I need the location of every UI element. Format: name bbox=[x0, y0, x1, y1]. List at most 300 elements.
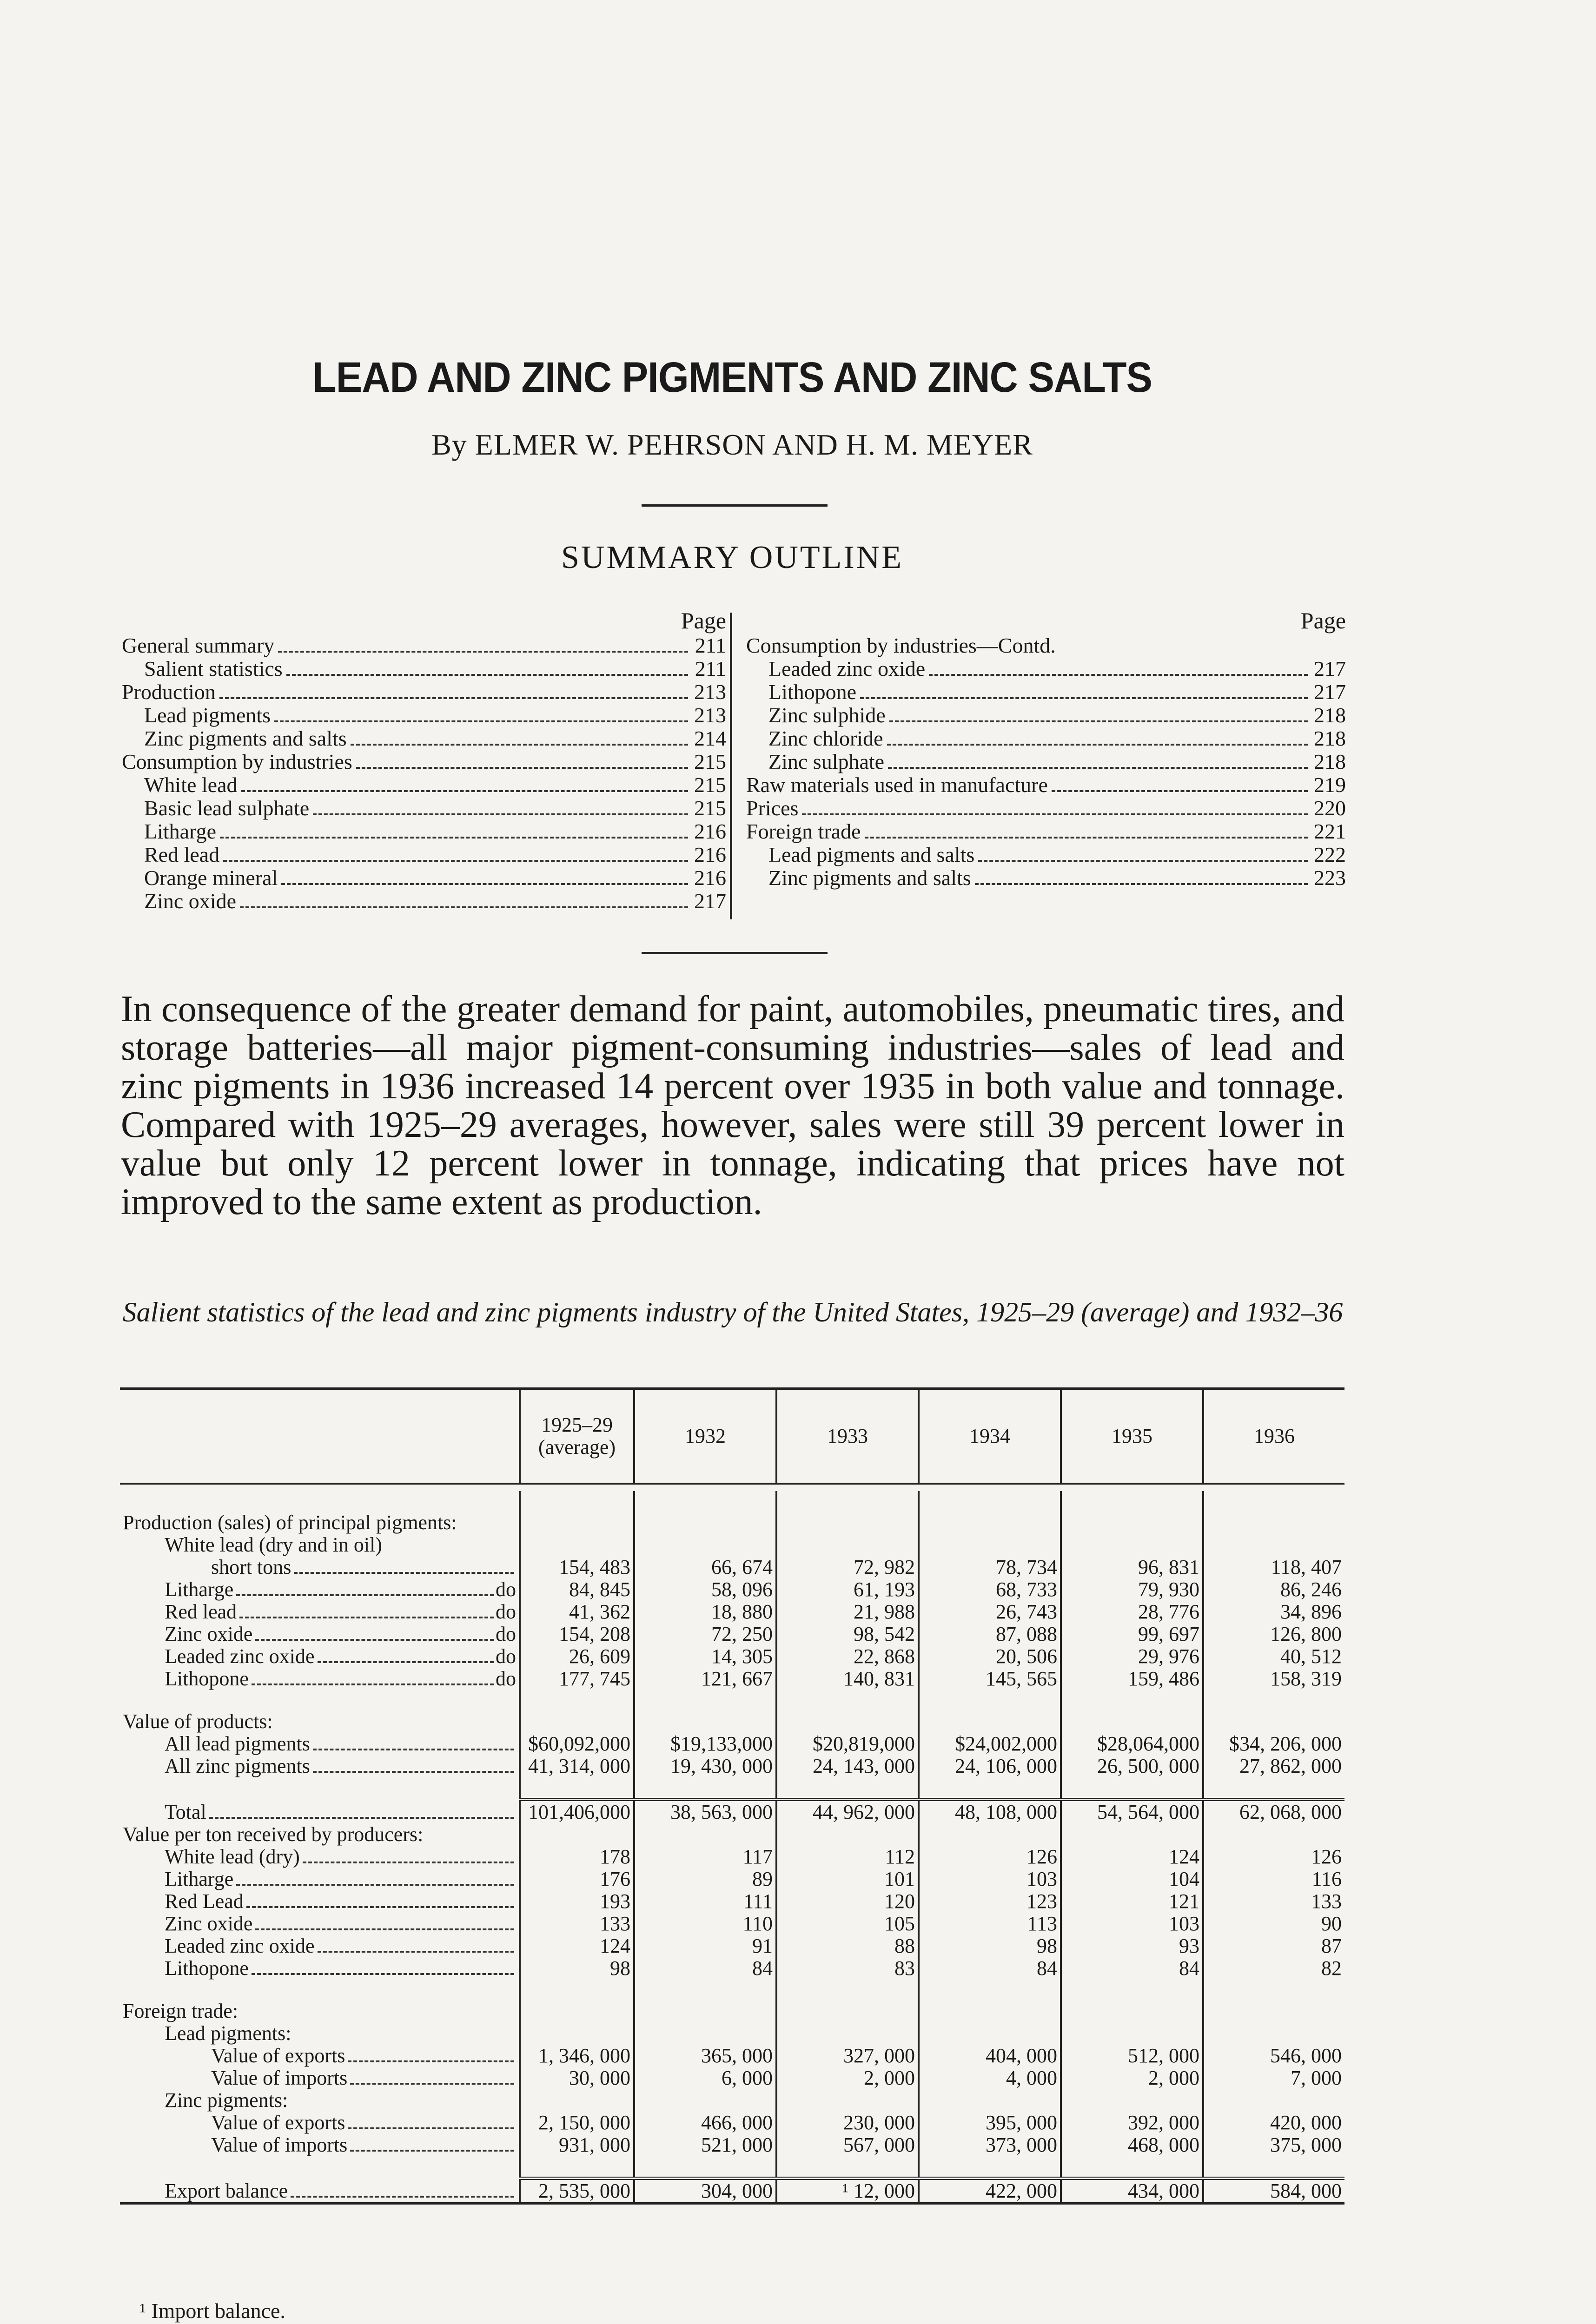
table-row bbox=[120, 1601, 1344, 1623]
body-paragraph: In consequence of the greater demand for paint, automobiles, pneumatic tires, and storage batteries—all major pigment-consuming industries—sales of lead and zinc pigments in 1936 increased 14 percent over 1935 in both value and tonnage. Compared with 1925–29 averages, however, sales were still 39 percent lower in value but only 12 percent lower in tonnage, indicating that prices have not improved to the same extent as production. bbox=[121, 989, 1344, 1222]
table-cell: 154, 483 bbox=[520, 1556, 634, 1578]
toc-item bbox=[122, 866, 726, 890]
leader-dots bbox=[236, 1884, 514, 1886]
divider-rule bbox=[642, 952, 828, 954]
table-row bbox=[120, 1578, 1344, 1601]
table-cell: 101,406,000 bbox=[520, 1800, 634, 1824]
row-label: Red lead bbox=[165, 1600, 237, 1623]
table-cell: 110 bbox=[634, 1913, 776, 1935]
table-row bbox=[120, 2045, 1344, 2067]
table-cell: 89 bbox=[634, 1868, 776, 1890]
table-cell: 111 bbox=[634, 1890, 776, 1913]
toc-leader-dots bbox=[281, 883, 688, 885]
toc-item-label: Basic lead sulphate bbox=[144, 796, 310, 820]
toc-item-label: Consumption by industries bbox=[122, 750, 352, 773]
row-label: Litharge bbox=[165, 1578, 234, 1601]
table-cell: 99, 697 bbox=[1061, 1623, 1203, 1645]
byline: By ELMER W. PEHRSON AND H. M. MEYER bbox=[431, 428, 1033, 461]
toc-item-label: White lead bbox=[144, 773, 238, 797]
column-header: 1925–29 (average) bbox=[520, 1389, 634, 1484]
table-header-row bbox=[120, 1389, 1344, 1484]
row-unit: do bbox=[496, 1578, 516, 1601]
table-cell: 121, 667 bbox=[634, 1668, 776, 1690]
toc-item-label: Lead pigments bbox=[144, 703, 271, 727]
table-cell: 2, 535, 000 bbox=[520, 2179, 634, 2204]
toc-item-page: 222 bbox=[1314, 843, 1346, 866]
toc-item bbox=[746, 773, 1346, 797]
leader-dots bbox=[313, 1749, 514, 1750]
table-cell: 158, 319 bbox=[1203, 1668, 1344, 1690]
toc-leader-dots bbox=[356, 767, 688, 769]
toc-leader-dots bbox=[351, 744, 688, 746]
summary-outline-heading: SUMMARY OUTLINE bbox=[561, 540, 904, 575]
table-cell: $19,133,000 bbox=[634, 1733, 776, 1755]
table-cell: 117 bbox=[634, 1846, 776, 1868]
table-cell: 83 bbox=[776, 1957, 919, 1980]
row-label: Value of imports bbox=[211, 2067, 348, 2089]
toc-item-label: Red lead bbox=[144, 843, 220, 866]
table-row bbox=[120, 1913, 1344, 1935]
table-cell: 34, 896 bbox=[1203, 1601, 1344, 1623]
toc-item bbox=[746, 797, 1346, 820]
column-header: 1936 bbox=[1203, 1389, 1344, 1484]
table-cell: 14, 305 bbox=[634, 1645, 776, 1668]
table-cell: 19, 430, 000 bbox=[634, 1755, 776, 1777]
leader-dots bbox=[348, 2127, 514, 2129]
leader-dots bbox=[318, 1951, 514, 1953]
toc-item-page: 217 bbox=[1314, 680, 1346, 704]
toc-item bbox=[746, 750, 1346, 773]
leader-dots bbox=[303, 1862, 514, 1863]
table-cell: 140, 831 bbox=[776, 1668, 919, 1690]
leader-dots bbox=[350, 2083, 514, 2085]
row-label: Leaded zinc oxide bbox=[165, 1934, 315, 1957]
toc-item-page: 217 bbox=[1314, 657, 1346, 680]
toc-item-page: 218 bbox=[1314, 726, 1346, 750]
toc-item bbox=[746, 843, 1346, 866]
table-cell: 87, 088 bbox=[919, 1623, 1061, 1645]
table-cell: 40, 512 bbox=[1203, 1645, 1344, 1668]
table-cell: 105 bbox=[776, 1913, 919, 1935]
leader-dots bbox=[348, 2060, 514, 2062]
leader-dots bbox=[255, 1928, 514, 1930]
table-cell: 434, 000 bbox=[1061, 2179, 1203, 2204]
table-cell: 123 bbox=[919, 1890, 1061, 1913]
table-cell: 24, 143, 000 bbox=[776, 1755, 919, 1777]
row-label: Red Lead bbox=[165, 1890, 244, 1913]
table-cell: 145, 565 bbox=[919, 1668, 1061, 1690]
table-rule bbox=[120, 1484, 1344, 1491]
table-cell: 98 bbox=[919, 1935, 1061, 1957]
toc-leader-dots bbox=[888, 767, 1308, 769]
table-cell: 7, 000 bbox=[1203, 2067, 1344, 2089]
toc-item bbox=[122, 750, 726, 773]
table-cell: 54, 564, 000 bbox=[1061, 1800, 1203, 1824]
toc-leader-dots bbox=[286, 674, 688, 676]
table-row bbox=[120, 1733, 1344, 1755]
table-cell: 90 bbox=[1203, 1913, 1344, 1935]
table-section-heading bbox=[120, 1823, 1344, 1846]
toc-item-label: Production bbox=[122, 680, 216, 704]
table-cell: 44, 962, 000 bbox=[776, 1800, 919, 1824]
table-row bbox=[120, 1890, 1344, 1913]
table-cell: 584, 000 bbox=[1203, 2179, 1344, 2204]
table-cell: 38, 563, 000 bbox=[634, 1800, 776, 1824]
toc-item-page: 216 bbox=[694, 866, 726, 890]
table-cell: 104 bbox=[1061, 1868, 1203, 1890]
leader-dots bbox=[350, 2150, 514, 2152]
toc-leader-dots bbox=[1052, 790, 1308, 792]
table-cell: 375, 000 bbox=[1203, 2134, 1344, 2156]
table-cell: 88 bbox=[776, 1935, 919, 1957]
table-section-heading bbox=[120, 1534, 1344, 1556]
table-cell: 93 bbox=[1061, 1935, 1203, 1957]
table-cell: 365, 000 bbox=[634, 2045, 776, 2067]
table-cell: 103 bbox=[1061, 1913, 1203, 1935]
table-cell: 124 bbox=[1061, 1846, 1203, 1868]
table-cell: 84, 845 bbox=[520, 1578, 634, 1601]
table-cell: 79, 930 bbox=[1061, 1578, 1203, 1601]
table-cell: 72, 250 bbox=[634, 1623, 776, 1645]
toc-item bbox=[122, 704, 726, 727]
table-cell: $60,092,000 bbox=[520, 1733, 634, 1755]
toc-item-label: Foreign trade bbox=[746, 819, 861, 843]
table-cell: 512, 000 bbox=[1061, 2045, 1203, 2067]
table-cell: 66, 674 bbox=[634, 1556, 776, 1578]
table-row bbox=[120, 2112, 1344, 2134]
toc-item bbox=[746, 704, 1346, 727]
table-caption: Salient statistics of the lead and zinc pigments industry of the United States, 1925–29 (average) and 1932–36 bbox=[122, 1297, 1343, 1327]
table-row bbox=[120, 1623, 1344, 1645]
table-cell: 159, 486 bbox=[1061, 1668, 1203, 1690]
toc-item-label: Orange mineral bbox=[144, 866, 278, 890]
table-cell: 86, 246 bbox=[1203, 1578, 1344, 1601]
toc-leader-dots bbox=[274, 720, 688, 722]
row-label: Leaded zinc oxide bbox=[165, 1645, 315, 1668]
table-cell: 26, 500, 000 bbox=[1061, 1755, 1203, 1777]
table-row bbox=[120, 1800, 1344, 1824]
table-cell: 91 bbox=[634, 1935, 776, 1957]
toc-leader-dots bbox=[978, 860, 1308, 862]
toc-item bbox=[122, 634, 726, 657]
row-label: Value of exports bbox=[211, 2111, 345, 2134]
table-row bbox=[120, 1935, 1344, 1957]
toc-leader-dots bbox=[223, 860, 688, 862]
table-cell: 178 bbox=[520, 1846, 634, 1868]
salient-statistics-table bbox=[120, 1387, 1344, 2205]
table-row bbox=[120, 2179, 1344, 2204]
toc-item bbox=[746, 634, 1346, 657]
toc-item-label: Salient statistics bbox=[144, 657, 283, 680]
table-row bbox=[120, 1846, 1344, 1868]
table-cell: 126 bbox=[919, 1846, 1061, 1868]
toc-leader-dots bbox=[889, 720, 1308, 722]
toc-item-page: 213 bbox=[694, 680, 726, 704]
table-cell: 72, 982 bbox=[776, 1556, 919, 1578]
row-label: White lead (dry and in oil) bbox=[165, 1533, 382, 1556]
table-row bbox=[120, 1868, 1344, 1890]
toc-item-page: 223 bbox=[1314, 866, 1346, 890]
row-label: Foreign trade: bbox=[123, 2000, 238, 2022]
table-cell: 98 bbox=[520, 1957, 634, 1980]
table-cell: 466, 000 bbox=[634, 2112, 776, 2134]
row-unit: do bbox=[496, 1667, 516, 1690]
table-cell: 193 bbox=[520, 1890, 634, 1913]
row-label: Value of exports bbox=[211, 2044, 345, 2067]
table-cell: 395, 000 bbox=[919, 2112, 1061, 2134]
toc-item-page: 215 bbox=[694, 750, 726, 773]
table-row bbox=[120, 1645, 1344, 1668]
table-cell: 521, 000 bbox=[634, 2134, 776, 2156]
table-cell: 126, 800 bbox=[1203, 1623, 1344, 1645]
table-cell: 26, 743 bbox=[919, 1601, 1061, 1623]
toc-leader-dots bbox=[313, 813, 688, 815]
toc-item bbox=[122, 727, 726, 750]
table-cell: 121 bbox=[1061, 1890, 1203, 1913]
table-cell: 2, 000 bbox=[776, 2067, 919, 2089]
column-header: 1935 bbox=[1061, 1389, 1203, 1484]
table-row bbox=[120, 1668, 1344, 1690]
toc-item-label: Prices bbox=[746, 796, 799, 820]
table-cell: 327, 000 bbox=[776, 2045, 919, 2067]
row-label: White lead (dry) bbox=[165, 1845, 300, 1868]
row-label: Total bbox=[165, 1801, 206, 1823]
row-label: Lithopone bbox=[165, 1957, 249, 1980]
table-cell: 4, 000 bbox=[919, 2067, 1061, 2089]
column-header: 1932 bbox=[634, 1389, 776, 1484]
row-label: Value of products: bbox=[123, 1710, 273, 1733]
toc-item-label: Lead pigments and salts bbox=[768, 843, 975, 866]
toc-item-label: Lithopone bbox=[768, 680, 857, 704]
toc-item-page: 214 bbox=[694, 726, 726, 750]
table-stub-header bbox=[120, 1389, 520, 1484]
table-cell: $28,064,000 bbox=[1061, 1733, 1203, 1755]
toc-item-page: 213 bbox=[694, 703, 726, 727]
toc-item-label: Leaded zinc oxide bbox=[768, 657, 926, 680]
toc-item-label: Litharge bbox=[144, 819, 216, 843]
toc-item-page: 221 bbox=[1314, 819, 1346, 843]
leader-dots bbox=[239, 1617, 494, 1618]
toc-item-page: 217 bbox=[694, 889, 726, 913]
toc-leader-dots bbox=[929, 674, 1308, 676]
toc-item-page: 220 bbox=[1314, 796, 1346, 820]
leader-dots bbox=[313, 1771, 514, 1773]
table-cell: 68, 733 bbox=[919, 1578, 1061, 1601]
table-cell: 468, 000 bbox=[1061, 2134, 1203, 2156]
table-cell: 41, 314, 000 bbox=[520, 1755, 634, 1777]
toc-item-label: Consumption by industries—Contd. bbox=[746, 634, 1056, 657]
toc-leader-dots bbox=[219, 697, 688, 699]
table-cell: 1, 346, 000 bbox=[520, 2045, 634, 2067]
toc-leader-dots bbox=[241, 790, 688, 792]
table-cell: 230, 000 bbox=[776, 2112, 919, 2134]
table-cell: 392, 000 bbox=[1061, 2112, 1203, 2134]
leader-dots bbox=[318, 1661, 494, 1663]
toc-item bbox=[122, 843, 726, 866]
table-cell: 96, 831 bbox=[1061, 1556, 1203, 1578]
toc-item-label: General summary bbox=[122, 634, 275, 657]
toc-item-page: 215 bbox=[694, 773, 726, 797]
table-section-heading bbox=[120, 2022, 1344, 2045]
table-cell: 133 bbox=[1203, 1890, 1344, 1913]
table-cell: 62, 068, 000 bbox=[1203, 1800, 1344, 1824]
toc-item-label: Zinc sulphate bbox=[768, 750, 885, 773]
divider-rule bbox=[642, 504, 828, 507]
table-cell: 113 bbox=[919, 1913, 1061, 1935]
toc-item-label: Zinc sulphide bbox=[768, 703, 886, 727]
table-cell: 567, 000 bbox=[776, 2134, 919, 2156]
toc-item-page: 216 bbox=[694, 819, 726, 843]
table-section-heading bbox=[120, 1512, 1344, 1534]
row-unit: do bbox=[496, 1600, 516, 1623]
table-row bbox=[120, 1556, 1344, 1578]
table-cell: 26, 609 bbox=[520, 1645, 634, 1668]
table-cell: 28, 776 bbox=[1061, 1601, 1203, 1623]
table-cell: 98, 542 bbox=[776, 1623, 919, 1645]
leader-dots bbox=[252, 1973, 514, 1975]
toc-item bbox=[122, 680, 726, 704]
table-cell: 931, 000 bbox=[520, 2134, 634, 2156]
table-section-heading bbox=[120, 1710, 1344, 1733]
table-cell: 103 bbox=[919, 1868, 1061, 1890]
table-cell: 18, 880 bbox=[634, 1601, 776, 1623]
toc-leader-dots bbox=[220, 837, 688, 838]
row-label: Litharge bbox=[165, 1868, 234, 1890]
table-cell: 82 bbox=[1203, 1957, 1344, 1980]
column-header: 1934 bbox=[919, 1389, 1061, 1484]
table-cell: 177, 745 bbox=[520, 1668, 634, 1690]
table-cell: 420, 000 bbox=[1203, 2112, 1344, 2134]
toc-item bbox=[746, 657, 1346, 680]
row-unit: do bbox=[496, 1623, 516, 1645]
toc-item bbox=[122, 773, 726, 797]
toc-item bbox=[746, 680, 1346, 704]
row-label: Zinc oxide bbox=[165, 1623, 253, 1645]
row-label: short tons bbox=[211, 1556, 291, 1578]
table-cell: $24,002,000 bbox=[919, 1733, 1061, 1755]
leader-dots bbox=[291, 2196, 514, 2198]
table-cell: 373, 000 bbox=[919, 2134, 1061, 2156]
row-label: Production (sales) of principal pigments: bbox=[123, 1511, 457, 1534]
table-cell: 101 bbox=[776, 1868, 919, 1890]
toc-item bbox=[746, 727, 1346, 750]
leader-dots bbox=[255, 1639, 494, 1641]
article-title: LEAD AND ZINC PIGMENTS AND ZINC SALTS bbox=[312, 354, 1152, 401]
table-cell: 30, 000 bbox=[520, 2067, 634, 2089]
table-row bbox=[120, 1957, 1344, 1980]
toc-leader-dots bbox=[887, 744, 1308, 746]
toc-page-header: Page bbox=[1300, 607, 1346, 634]
toc-leader-dots bbox=[865, 837, 1308, 838]
table-section-heading bbox=[120, 2089, 1344, 2112]
toc-leader-dots bbox=[860, 697, 1308, 699]
toc-leader-dots bbox=[802, 813, 1308, 815]
toc-item-page: 218 bbox=[1314, 750, 1346, 773]
table-cell: 422, 000 bbox=[919, 2179, 1061, 2204]
toc-item-page: 218 bbox=[1314, 703, 1346, 727]
table-cell: 84 bbox=[1061, 1957, 1203, 1980]
leader-dots bbox=[246, 1906, 514, 1908]
toc-item-page: 216 bbox=[694, 843, 726, 866]
table-cell: $34, 206, 000 bbox=[1203, 1733, 1344, 1755]
row-label: Zinc oxide bbox=[165, 1912, 253, 1935]
toc-item bbox=[122, 657, 726, 680]
toc-item-label: Zinc chloride bbox=[768, 726, 883, 750]
table-cell: 20, 506 bbox=[919, 1645, 1061, 1668]
table-cell: $20,819,000 bbox=[776, 1733, 919, 1755]
toc-leader-dots bbox=[278, 651, 688, 653]
toc-column-divider bbox=[730, 613, 732, 919]
table-cell: 546, 000 bbox=[1203, 2045, 1344, 2067]
toc-item-page: 215 bbox=[694, 796, 726, 820]
toc-item bbox=[746, 820, 1346, 843]
table-cell: 120 bbox=[776, 1890, 919, 1913]
toc-item bbox=[122, 797, 726, 820]
toc-left-column bbox=[122, 609, 726, 913]
table-cell: 84 bbox=[634, 1957, 776, 1980]
toc-item bbox=[122, 820, 726, 843]
table-cell: 6, 000 bbox=[634, 2067, 776, 2089]
table-cell: 112 bbox=[776, 1846, 919, 1868]
toc-page-header: Page bbox=[681, 607, 726, 634]
row-label: Value of imports bbox=[211, 2133, 348, 2156]
leader-dots bbox=[236, 1594, 494, 1596]
row-label: Lithopone bbox=[165, 1667, 249, 1690]
column-header: 1933 bbox=[776, 1389, 919, 1484]
leader-dots bbox=[209, 1817, 514, 1819]
row-label: All zinc pigments bbox=[165, 1755, 310, 1777]
table-cell: 116 bbox=[1203, 1868, 1344, 1890]
row-label: Value per ton received by producers: bbox=[123, 1823, 424, 1846]
row-label: Export balance bbox=[165, 2179, 288, 2202]
toc-leader-dots bbox=[240, 906, 688, 908]
table-cell: ¹ 12, 000 bbox=[776, 2179, 919, 2204]
table-row bbox=[120, 2134, 1344, 2156]
toc-item-label: Zinc oxide bbox=[144, 889, 236, 913]
table-row bbox=[120, 1755, 1344, 1777]
table-cell: 118, 407 bbox=[1203, 1556, 1344, 1578]
table-cell: 176 bbox=[520, 1868, 634, 1890]
table-cell: 21, 988 bbox=[776, 1601, 919, 1623]
table-cell: 27, 862, 000 bbox=[1203, 1755, 1344, 1777]
table-cell: 24, 106, 000 bbox=[919, 1755, 1061, 1777]
table-section-heading bbox=[120, 2000, 1344, 2022]
table-cell: 124 bbox=[520, 1935, 634, 1957]
table-cell: 154, 208 bbox=[520, 1623, 634, 1645]
table-cell: 41, 362 bbox=[520, 1601, 634, 1623]
table-cell: 404, 000 bbox=[919, 2045, 1061, 2067]
table-cell: 304, 000 bbox=[634, 2179, 776, 2204]
leader-dots bbox=[294, 1572, 514, 1574]
toc-item-page: 211 bbox=[695, 634, 726, 657]
table-cell: 2, 150, 000 bbox=[520, 2112, 634, 2134]
toc-item bbox=[746, 866, 1346, 890]
toc-item-label: Raw materials used in manufacture bbox=[746, 773, 1048, 797]
table-cell: 126 bbox=[1203, 1846, 1344, 1868]
table-row bbox=[120, 2067, 1344, 2089]
table-cell: 133 bbox=[520, 1913, 634, 1935]
toc-item-page: 219 bbox=[1314, 773, 1346, 797]
table-cell: 87 bbox=[1203, 1935, 1344, 1957]
table-cell: 78, 734 bbox=[919, 1556, 1061, 1578]
toc-item-label: Zinc pigments and salts bbox=[144, 726, 347, 750]
toc-item bbox=[122, 890, 726, 913]
table-cell: 2, 000 bbox=[1061, 2067, 1203, 2089]
table-cell: 84 bbox=[919, 1957, 1061, 1980]
row-unit: do bbox=[496, 1645, 516, 1668]
toc-item-page: 211 bbox=[695, 657, 726, 680]
row-label: All lead pigments bbox=[165, 1732, 310, 1755]
